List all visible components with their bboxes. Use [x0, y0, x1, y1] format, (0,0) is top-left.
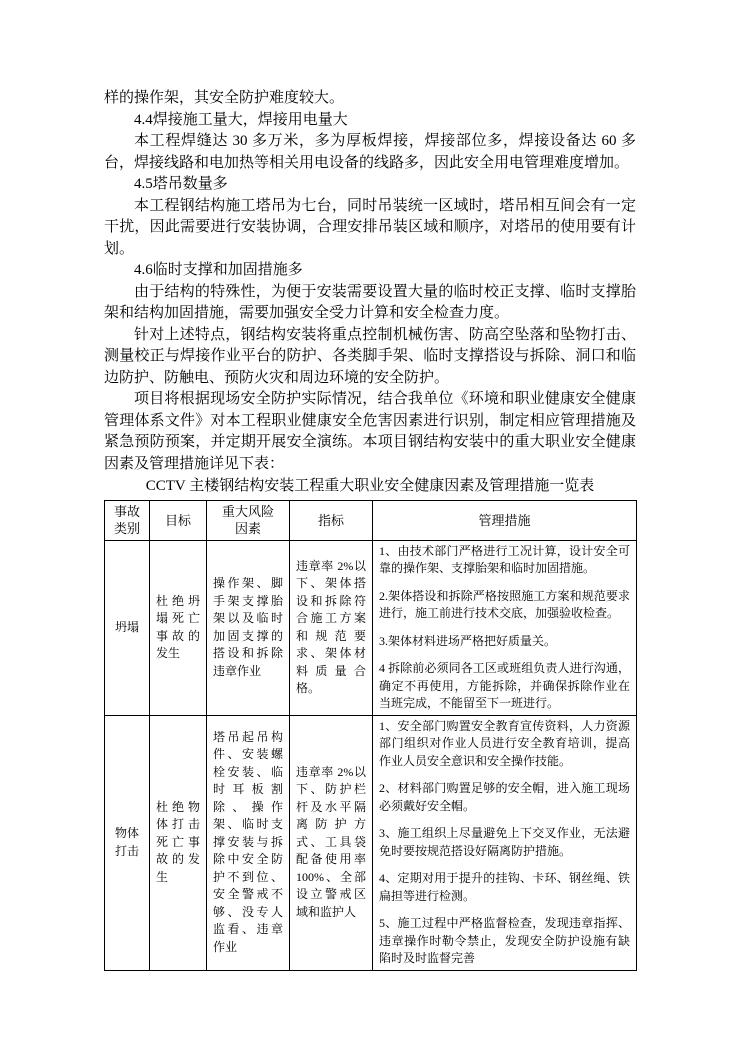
table-row-falling-objects	[105, 715, 637, 970]
measure-item: 5、施工过程中严格监督检查，发现违章指挥、违章操作时勒令禁止，发现安全防护设施有缺陷时及时监督完善	[379, 916, 630, 965]
heading-4-6: 4.6临时支撑和加固措施多	[134, 262, 303, 278]
measure-item: 1、由技术部门严格进行工况计算，设计安全可靠的操作架、支撑胎架和临时加固措施。	[379, 543, 630, 575]
header-goal: 目标	[150, 500, 207, 540]
paragraph-temporary-support: 由于结构的特殊性，为便于安装需要设置大量的临时校正支撑、临时支撑胎架和结构加固措施，需要加强安全受力计算和安全检查力度。	[104, 283, 636, 321]
measure-item: 4 拆除前必须同各工区或班组负责人进行沟通，确定不再使用，方能拆除，并确保拆除作业在当班完成，不能留至下一班进行。	[379, 661, 630, 710]
table-row-collapse	[105, 540, 637, 715]
paragraph-key-safety-controls: 针对上述特点，钢结构安装将重点控制机械伤害、防高空坠落和坠物打击、测量校正与焊接作业平台的防护、各类脚手架、临时支撑搭设与拆除、洞口和临边防护、防触电、预防火灾和周边环境的安全防护。	[104, 326, 636, 386]
paragraph-welding-volume: 本工程焊缝达 30 多万米，多为厚板焊接，焊接部位多，焊接设备达 60 多台，焊接线路和电加热等相关用电设备的线路多，因此安全用电管理难度增加。	[104, 133, 636, 171]
heading-4-4: 4.4焊接施工量大，焊接用电量大	[134, 111, 348, 128]
cell-measures	[373, 715, 637, 970]
cell-goal: 杜绝坍塌死亡事故的发生	[150, 540, 207, 715]
header-indicator: 指标	[290, 500, 373, 540]
paragraph-operation-frame-continuation: 样的操作架，其安全防护难度较大。	[104, 90, 345, 106]
measure-item: 3.架体材料进场严格把好质量关。	[379, 633, 557, 648]
table-caption: CCTV 主楼钢结构安装工程重大职业安全健康因素及管理措施一览表	[145, 478, 595, 494]
header-accident-type	[105, 500, 150, 540]
cell-goal: 杜绝物体打击死亡事故的发生	[150, 715, 207, 970]
cell-indicator: 违章率 2%以下、架体搭设和拆除符合施工方案和规范要求、架体材料质量合格。	[290, 540, 373, 715]
header-risk-factor	[207, 500, 290, 540]
cell-indicator: 违章率 2%以下、防护栏杆及水平隔离防护方式、工具袋配备使用率 100%、全部设立警戒区域和监护人	[290, 715, 373, 970]
paragraph-tower-crane: 本工程钢结构施工塔吊为七台，同时吊装统一区域时，塔吊相互间会有一定干扰，因此需要进行安装协调，合理安排吊装区域和顺序，对塔吊的使用要有计划。	[104, 197, 636, 257]
cell-accident-type: 物体打击	[105, 715, 150, 970]
measure-item: 4、定期对用于提升的挂钩、卡环、钢丝绳、铁扁担等进行检测。	[379, 871, 630, 903]
header-measures: 管理措施	[373, 500, 637, 540]
header-risk-factor-label: 重大风险因素	[221, 504, 274, 536]
heading-4-5: 4.5塔吊数量多	[134, 176, 228, 192]
cell-measures	[373, 540, 637, 715]
header-accident-type-label: 事故类别	[113, 504, 140, 536]
cell-risk-factor: 塔吊起吊构件、安装螺栓安装、临时耳板割除、操作架、临时支撑安装与拆除中安全防护不到位、安全警戒不够、没专人监看、违章作业	[207, 715, 290, 970]
document-content	[104, 88, 636, 971]
measure-item: 1、安全部门购置安全教育宣传资料，人力资源部门组织对作业人员进行安全教育培训，提高作业人员安全意识和安全操作技能。	[379, 718, 630, 768]
cell-accident-type: 坍塌	[105, 540, 150, 715]
measure-item: 3、施工组织上尽量避免上下交叉作业，无法避免时要按规范搭设好隔离防护措施。	[379, 826, 630, 858]
safety-measures-table	[104, 500, 637, 971]
measure-item: 2.架体搭设和拆除严格按照施工方案和规范要求进行，施工前进行技术交底，加强验收检查。	[379, 588, 630, 620]
cell-risk-factor: 操作架、脚手架支撑胎架以及临时加固支撑的搭设和拆除违章作业	[207, 540, 290, 715]
paragraph-hazard-identification: 项目将根据现场安全防护实际情况，结合我单位《环境和职业健康安全健康管理体系文件》对本工程职业健康安全危害因素进行识别，制定相应管理措施及紧急预防预案，并定期开展安全演练。本项目钢结构安装中的重大职业安全健康因素及管理措施详见下表：	[104, 391, 636, 472]
measure-item: 2、材料部门购置足够的安全帽，进入施工现场必须戴好安全帽。	[379, 781, 630, 813]
table-header-row	[105, 500, 637, 540]
